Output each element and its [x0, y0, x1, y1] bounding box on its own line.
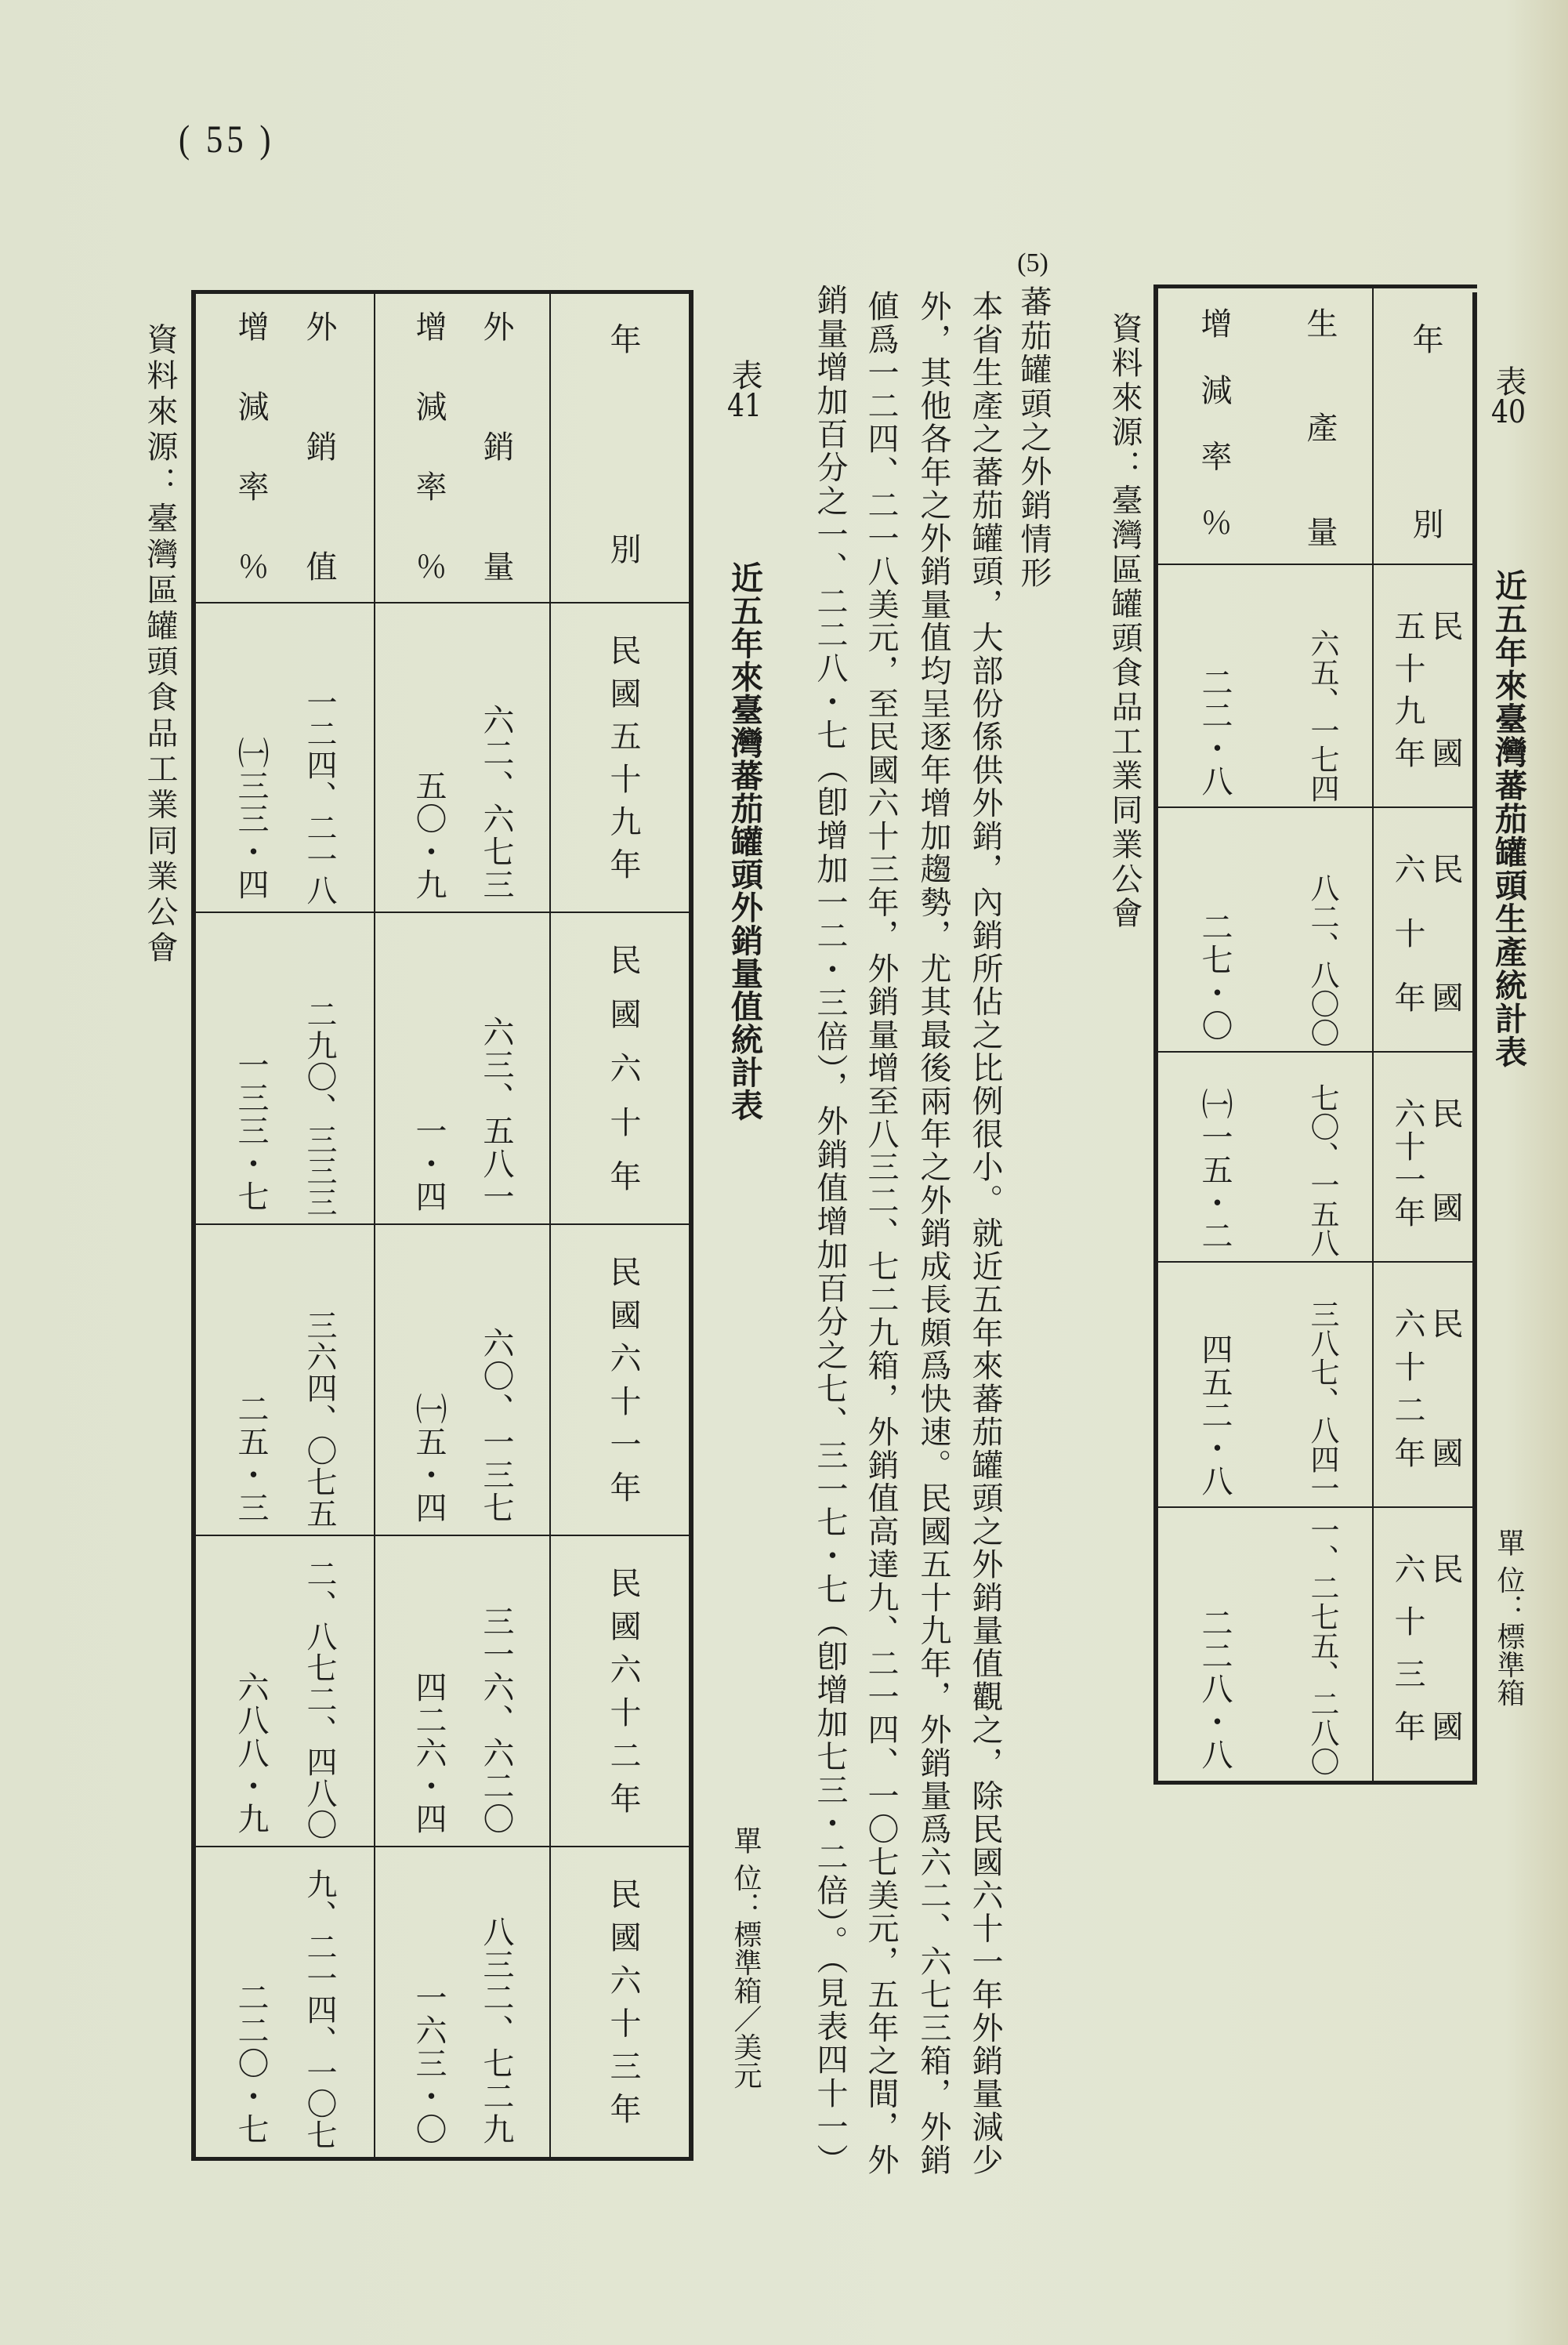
table40-cell-year: 五十九年	[1389, 610, 1425, 770]
table40-cell-era: 民國	[1427, 853, 1463, 1014]
table41-cell-volume-rate: 四二六・四	[411, 1671, 447, 1836]
table41-cell-year: 民國六十三年	[605, 1878, 641, 2126]
table40-cell-production: 一、二七五、二八〇	[1305, 1515, 1339, 1776]
table41-header-volume-rate: 增減率％	[411, 310, 447, 583]
table40-cell-rate: 四五二・八	[1197, 1333, 1233, 1498]
table40-unit: 單 位：標準箱	[1493, 1528, 1525, 1707]
table40-cell-era: 民國	[1427, 1553, 1463, 1743]
table41-header-year: 年別	[605, 323, 641, 566]
table41-cell-volume: 六二、六七三	[478, 704, 514, 901]
table40-cell-rate: 二二八・八	[1197, 1607, 1233, 1771]
table41-row-divider	[194, 1846, 691, 1847]
table40-header-production: 生產量	[1302, 307, 1338, 549]
table40-cell-era: 民國	[1427, 610, 1463, 770]
table41-label	[726, 359, 760, 422]
paragraph-line-1: 本省生產之蕃茄罐頭，大部份係供外銷，內銷所佔之比例很小。就近五年來蕃茄罐頭之外銷量值觀之，除民國六十一年外銷量減少	[967, 290, 1003, 2175]
table40-label	[1490, 365, 1524, 428]
table41-row-divider	[194, 912, 691, 913]
table40-bottom-border	[1153, 1781, 1477, 1785]
table41-cell-volume-rate: 一六三・〇	[411, 1981, 447, 2146]
table40-cell-rate: 二七・〇	[1197, 911, 1233, 1042]
table40-cell-production: 八二、八〇〇	[1305, 873, 1339, 1047]
table40-row-divider	[1156, 564, 1475, 565]
table41-header-volume: 外銷量	[478, 310, 514, 583]
table41-row-divider	[194, 1223, 691, 1225]
table41-cell-volume-rate: ㈠五・四	[411, 1393, 447, 1524]
table40-cell-production: 六五、一七四	[1305, 629, 1339, 803]
table41-right-border	[689, 290, 693, 2161]
table40-label-prefix: 表	[1490, 365, 1526, 397]
table41-cell-volume: 六〇、一三七	[478, 1327, 514, 1524]
table40-row-divider	[1156, 1506, 1475, 1508]
table40-cell-year: 六十一年	[1389, 1097, 1425, 1229]
table41-cell-value-rate: 二五・三	[233, 1393, 269, 1524]
table41-cell-value-rate: 二二〇・七	[233, 1981, 269, 2146]
table41-cell-value: 二九〇、三三三	[302, 999, 337, 1218]
table41-header-value-rate: 增減率％	[233, 310, 269, 583]
table40-cell-year: 六十年	[1389, 853, 1425, 1014]
table41-title: 近五年來臺灣蕃茄罐頭外銷量值統計表	[726, 561, 763, 1121]
table41-cell-volume-rate: 五〇・九	[411, 770, 447, 901]
table41-bottom-border	[191, 2157, 693, 2161]
table40-cell-rate: 二二・八	[1197, 666, 1233, 798]
table41-top-border	[191, 290, 693, 294]
table40-row-divider	[1156, 1261, 1475, 1263]
table41-cell-year: 民國六十年	[605, 944, 641, 1193]
paragraph-line-3: 値爲一二四、二一八美元，至民國六十三年，外銷量增至八三二、七二九箱，外銷值高達九、二一四、一〇七美元，五年之間，外	[863, 290, 899, 2175]
table40-right-border	[1472, 292, 1477, 1785]
table41-left-border	[191, 290, 196, 2161]
table41-cell-volume: 三一六、六二〇	[478, 1605, 514, 1836]
table41-cell-value-rate: 一三三・七	[233, 1049, 269, 1213]
table40-cell-year: 六十二年	[1389, 1307, 1425, 1470]
table40-cell-rate: ㈠一五・二	[1197, 1088, 1233, 1252]
table41-cell-year: 民國六十一年	[605, 1256, 641, 1504]
table41-cell-volume: 八三二、七二九	[478, 1916, 514, 2146]
table41-header-value: 外銷值	[301, 310, 337, 583]
page-number: ( 55 )	[179, 117, 275, 161]
table41-cell-value-rate: 六八八・九	[233, 1671, 269, 1836]
table40-cell-era: 民國	[1427, 1307, 1463, 1470]
table41-unit: 單 位：標準箱／美元	[730, 1826, 762, 2089]
table40-source: 資料來源：臺灣區罐頭食品工業同業公會	[1106, 312, 1143, 928]
section-number-value: 5	[1026, 248, 1040, 277]
table41-row-divider	[194, 602, 691, 603]
table40-title: 近五年來臺灣蕃茄罐頭生產統計表	[1490, 569, 1527, 1067]
section-heading: 蕃茄罐頭之外銷情形	[1016, 285, 1052, 588]
table41-cell-value-rate: ㈠三三・四	[233, 737, 269, 901]
section-number: (5)	[1017, 248, 1048, 277]
table41-row-divider	[194, 1535, 691, 1536]
table41-cell-value: 二、八七二、四八〇	[302, 1558, 337, 1840]
table40-column-divider	[1372, 285, 1374, 1781]
table41-cell-volume: 六三、五八一	[478, 1016, 514, 1213]
table41-cell-year: 民國五十九年	[605, 634, 641, 881]
table41-cell-value: 一二四、二一八	[302, 687, 337, 906]
table41-label-number: 41	[727, 390, 762, 422]
table40-label-number: 40	[1491, 397, 1526, 428]
table40-cell-production: 三八七、八四一	[1305, 1299, 1339, 1502]
table40-header-year: 年別	[1407, 323, 1443, 541]
table41-cell-value: 九、二一四、一〇七	[302, 1868, 337, 2151]
table41-cell-value: 三六四、〇七五	[302, 1310, 337, 1529]
table40-cell-era: 民國	[1427, 1097, 1463, 1224]
table41-label-prefix: 表	[726, 359, 762, 390]
table40-cell-production: 七〇、一五八	[1305, 1083, 1339, 1257]
table40-row-divider	[1156, 806, 1475, 808]
paragraph-line-4: 銷量增加百分之一、二二八・七（卽增加一二・三倍），外銷值增加百分之七、三一七・七（卽增加七三・二倍）。（見表四十一）	[812, 284, 848, 2175]
table40-row-divider	[1156, 1051, 1475, 1053]
table40-left-border	[1153, 285, 1158, 1785]
table40-cell-year: 六十三年	[1389, 1553, 1425, 1743]
paragraph-line-2: 外，其他各年之外銷量值均呈逐年增加趨勢，尤其最後兩年之外銷成長頗爲快速。民國五十九年，外銷量爲六二、六七三箱，外銷	[915, 290, 951, 2175]
table41-cell-volume-rate: 一・四	[411, 1115, 447, 1213]
table40-top-border	[1153, 285, 1477, 288]
table41-source: 資料來源：臺灣區罐頭食品工業同業公會	[142, 323, 178, 962]
table41-cell-year: 民國六十二年	[605, 1567, 641, 1815]
table40-header-rate: 增減率％	[1196, 307, 1232, 539]
